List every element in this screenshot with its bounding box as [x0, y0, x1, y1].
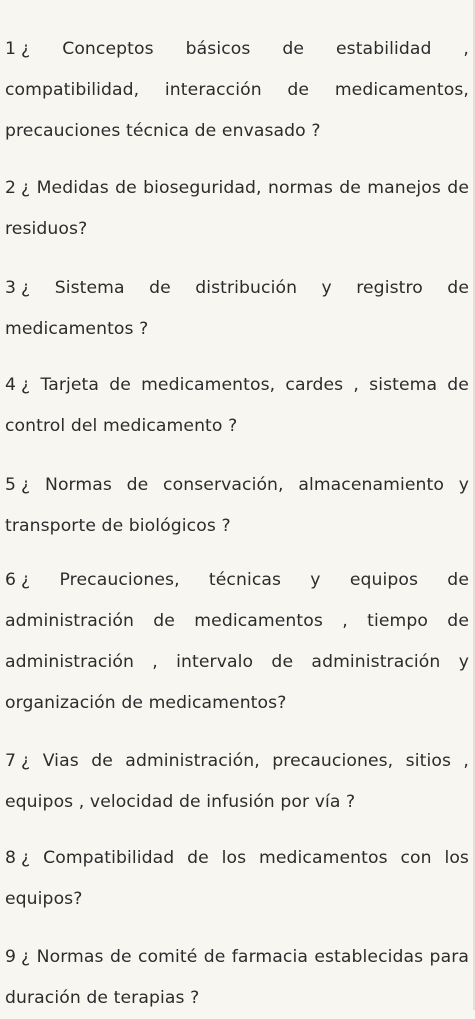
question-6 [5, 560, 469, 724]
question-number: 4 [5, 375, 17, 395]
question-5 [5, 465, 469, 547]
question-number: 5 [5, 475, 17, 495]
question-number: 1 [5, 39, 17, 59]
question-4 [5, 365, 469, 447]
question-1 [5, 29, 469, 152]
question-3 [5, 268, 469, 350]
question-number: 9 [5, 947, 17, 967]
question-text: ¿ Medidas de bioseguridad, normas de manejos de residuos? [5, 178, 469, 239]
question-2 [5, 168, 469, 250]
question-text: ¿ Tarjeta de medicamentos, cardes , sistema de control del medicamento ? [5, 375, 469, 436]
question-text: ¿ Sistema de distribución y registro de medicamentos ? [5, 278, 469, 339]
question-text: ¿ Normas de conservación, almacenamiento y transporte de biológicos ? [5, 475, 469, 536]
question-number: 6 [5, 570, 17, 590]
question-number: 2 [5, 178, 17, 198]
question-7 [5, 741, 469, 823]
question-number: 8 [5, 848, 17, 868]
question-text: ¿ Vias de administración, precauciones, sitios , equipos , velocidad de infusión por vía ? [5, 751, 469, 812]
question-8 [5, 838, 469, 920]
question-number: 7 [5, 751, 17, 771]
question-text: ¿ Normas de comité de farmacia establecidas para duración de terapias ? [5, 947, 469, 1008]
question-text: ¿ Conceptos básicos de estabilidad , compatibilidad, interacción de medicamentos, precauciones técnica de envasado ? [5, 39, 469, 141]
question-text: ¿ Precauciones, técnicas y equipos de administración de medicamentos , tiempo de administración , intervalo de administración y organización de medicamentos? [5, 570, 469, 713]
question-number: 3 [5, 278, 17, 298]
question-text: ¿ Compatibilidad de los medicamentos con los equipos? [5, 848, 469, 909]
question-9 [5, 937, 469, 1019]
